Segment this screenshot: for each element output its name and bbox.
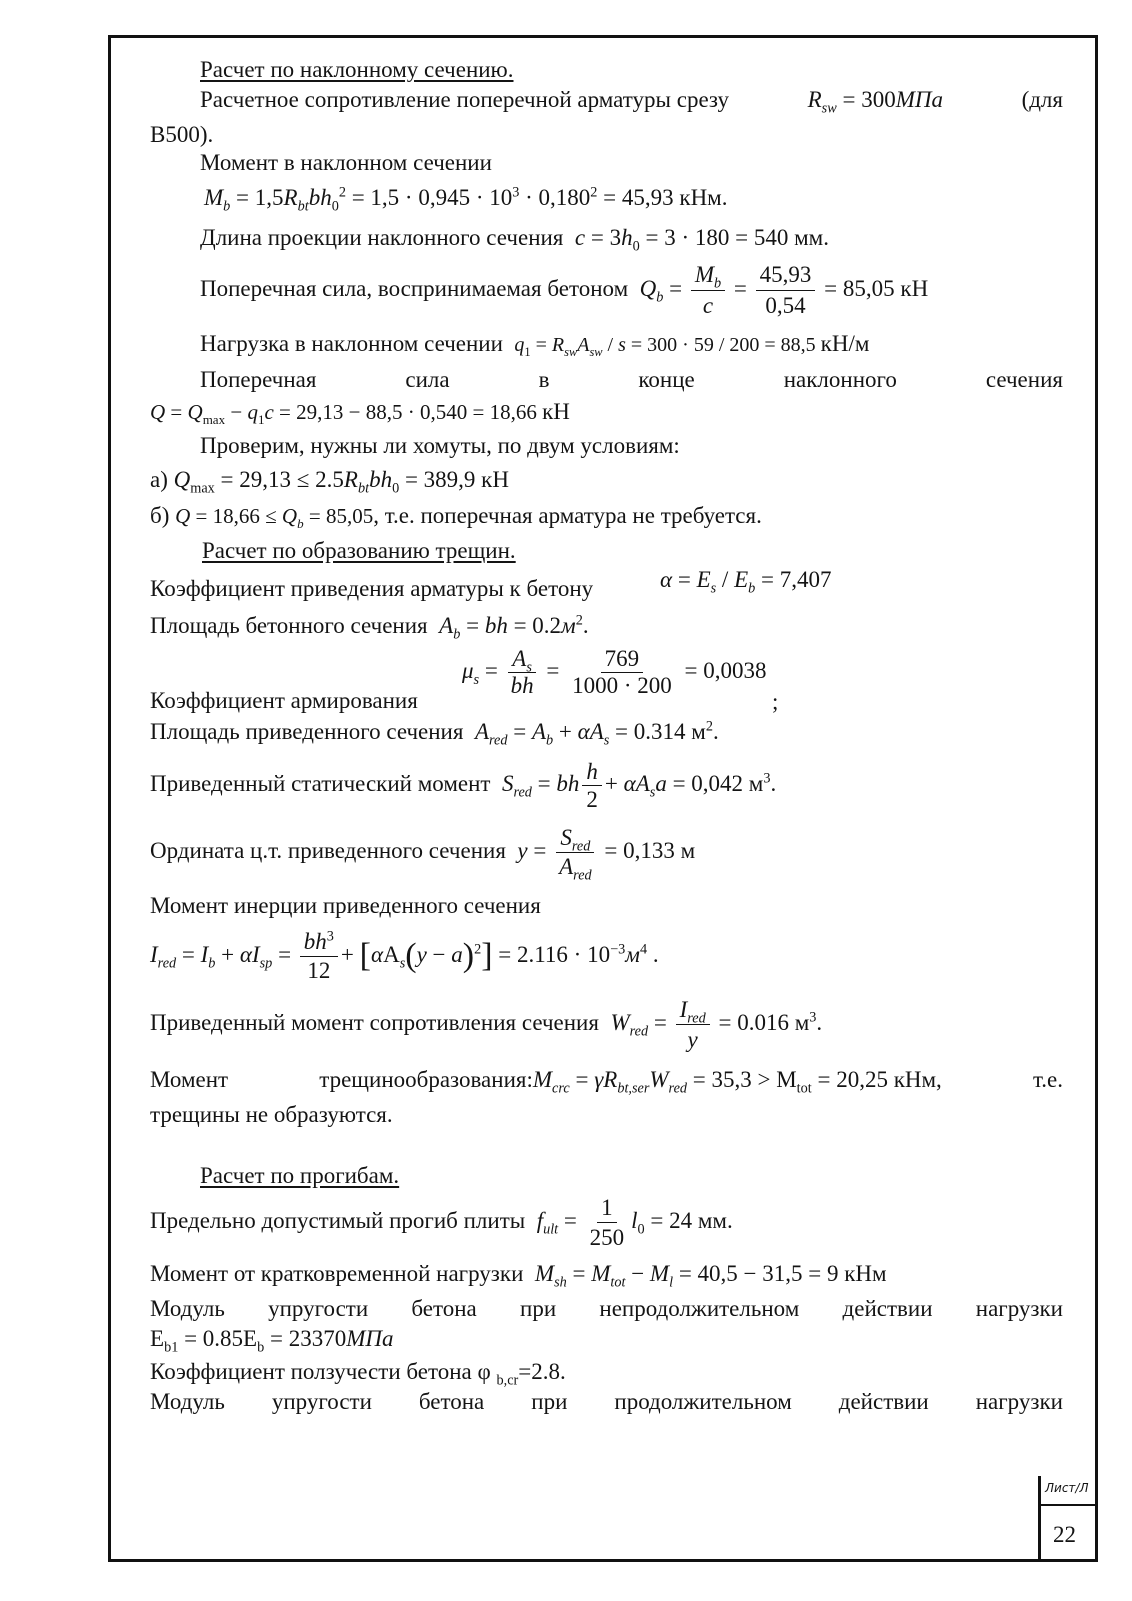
- line-reduced-area: Площадь приведенного сечения $A_{red} = A_b + \alpha A_s = 0.314$ $м^2$.: [150, 718, 719, 749]
- line-cracking-moment: Момент $трещинообразования:M_{crc} = \gamma R_{bt,ser}W_{red} = 35,3 > M_{tot} = 20,25$ кНм, т.е.: [150, 1067, 1063, 1097]
- section-title-inclined: Расчет по наклонному сечению.: [200, 57, 514, 82]
- sheet-label: Лист/Л: [1045, 1481, 1089, 1495]
- formula-mu: $\mu_s$ = $\frac{A_s}{bh}$ = $\frac{769}{1000 \cdot 200}$ = 0,0038: [462, 646, 767, 699]
- formula-rsw: $R_{sw} = 300МПа$: [807, 87, 943, 117]
- text-no-cracks: трещины не образуются.: [150, 1102, 393, 1127]
- line-creep-coef: Коэффициент ползучести бетона φ $_{b,cr}$=2.8.: [150, 1359, 566, 1389]
- semicolon: ;: [772, 689, 779, 714]
- line-concrete-area: Площадь бетонного сечения $A_b$ = bh = $0.2м^2$.: [150, 612, 589, 643]
- formula-q: $Q = Q_{max} - q_1c = 29,13 - 88,5 \cdot 0,540 = 18,66$ кН: [150, 399, 570, 428]
- text-moment-inclined: Момент в наклонном сечении: [200, 150, 492, 175]
- formula-mcrc: $M_{crc} = \gamma R_{bt,ser}W_{red} = 35,3 > M_{tot} = 20,25$ кНм,: [532, 1067, 942, 1097]
- condition-a: а) $Q_{max} = 29,13 \le 2.5R_{bt}bh_0 = 389,9$ кН: [150, 467, 509, 497]
- text-reinforcement-ratio: Коэффициент армирования: [150, 688, 418, 713]
- section-title-deflection: Расчет по прогибам.: [200, 1163, 400, 1188]
- line-modulus-short: Модуль упругости бетона при непродолжительном действии нагрузки: [150, 1296, 1063, 1321]
- condition-b: б) $Q = 18,66 \le Q_b = 85,05$, т.е. поперечная арматура не требуется.: [150, 503, 762, 532]
- text-check-stirrups: Проверим, нужны ли хомуты, по двум условиям:: [200, 433, 680, 458]
- line-shear-end: Поперечная сила в конце наклонного сечения: [200, 367, 1063, 392]
- line-section-modulus: Приведенный момент сопротивления сечения $W_{red}$ = $\frac{I_{red}}{y}$ = 0.016 $м^3$.: [150, 997, 823, 1053]
- line-modulus-long: Модуль упругости бетона при продолжительном действии нагрузки: [150, 1389, 1063, 1414]
- line-deflection-limit: Предельно допустимый прогиб плиты $f_{ult}$ = $\frac{1}{250}$ $l_0 = 24$ мм.: [150, 1195, 733, 1251]
- line-projection-length: Длина проекции наклонного сечения $c = 3h_0 = 3 \cdot 180 = 540$ мм.: [200, 225, 829, 255]
- text-b500: В500).: [150, 122, 214, 147]
- formula-alpha: $\alpha = E_s / E_b = 7,407$: [660, 567, 832, 597]
- formula-eb1: $E_{b1} = 0.85E_b = 23370МПа$: [150, 1326, 394, 1356]
- text-inertia-moment: Момент инерции приведенного сечения: [150, 893, 541, 918]
- stamp-divider: [1041, 1504, 1098, 1506]
- page-number: 22: [1053, 1522, 1076, 1547]
- line-q1: Нагрузка в наклонном сечении $q_1 = R_{sw}A_{sw} / s = 300 \cdot 59 / 200 = 88,5$ кН/м: [200, 331, 870, 359]
- sheet-stamp: [1038, 1476, 1098, 1562]
- text-reduction-coef: Коэффициент приведения арматуры к бетону: [150, 576, 594, 601]
- line-shear-resistance: Расчетное сопротивление поперечной арматуры срезу $R_{sw} = 300МПа$ (для: [200, 87, 1063, 117]
- section-title-cracks: Расчет по образованию трещин.: [202, 538, 516, 563]
- line-qb: Поперечная сила, воспринимаемая бетоном $Q_b$ = $\frac{M_b}{c}$ = $\frac{45,93}{0,54}$ = 85,05 кН: [200, 262, 929, 319]
- line-static-moment: Приведенный статический момент $S_{red}$ = bh $\frac{h}{2}$ + $\alpha A_sa = 0,042$ $м^3$.: [150, 759, 777, 813]
- formula-mb: $M_b = 1,5R_{bt}bh_0^2 = 1,5 \cdot 0,945 \cdot 10^3 \cdot 0,180^2 = 45,93$ кНм.: [204, 184, 728, 215]
- line-short-term-moment: Момент от кратковременной нагрузки $M_{sh} = M_{tot} - M_l = 40,5 - 31,5 = 9$ кНм: [150, 1261, 887, 1291]
- formula-ired: $I_{red} = I_b + \alpha I_{sp}$ = $\frac{bh^3}{12}$ + $[\alpha A_s(y - a)^2] = 2.116 \cdot 10^{-3}м^4$ .: [150, 928, 659, 984]
- line-centroid: Ордината ц.т. приведенного сечения y = $\frac{S_{red}}{A_{red}}$ = 0,133 м: [150, 825, 696, 884]
